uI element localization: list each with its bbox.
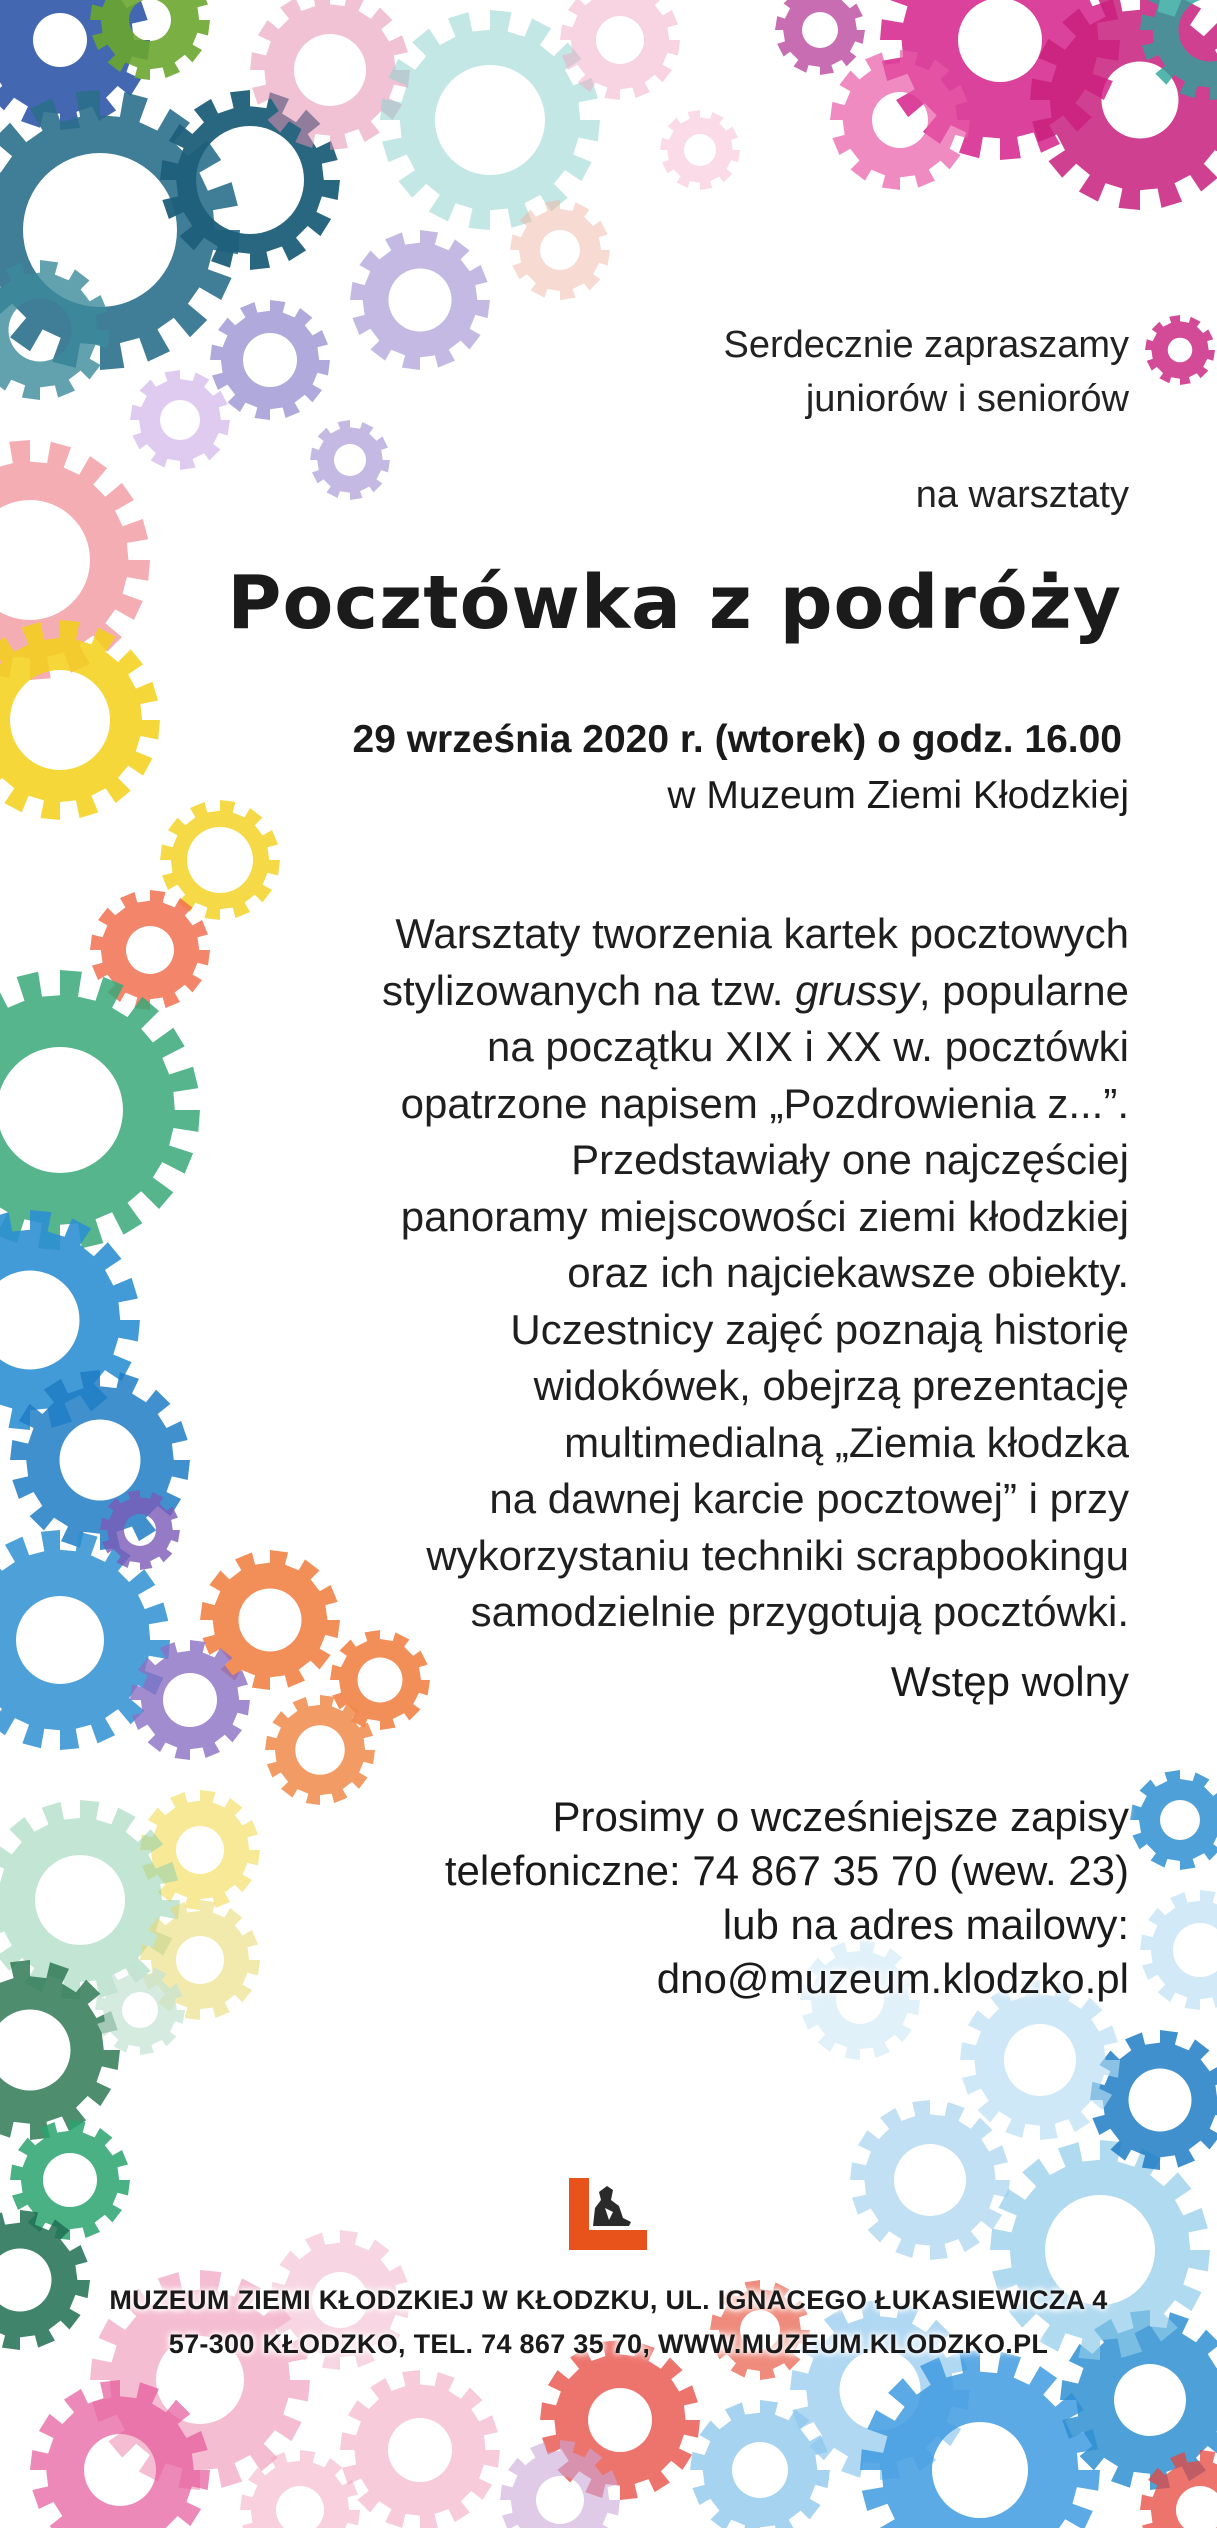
description-line: multimedialną „Ziemia kłodzka [564, 1418, 1129, 1466]
contact-line: lub na adres mailowy: [722, 1901, 1129, 1948]
event-date: 29 września 2020 r. (wtorek) o godz. 16.00 [352, 718, 1122, 761]
description-line: oraz ich najciekawsze obiekty. [567, 1249, 1129, 1296]
footer-contact: 57-300 KŁODZKO, TEL. 74 867 35 70, WWW.MUZEUM.KLODZKO.PL [168, 2329, 1049, 2359]
contact-line: Prosimy o wcześniejsze zapisy [552, 1793, 1129, 1840]
description-line: wykorzystaniu techniki scrapbookingu [426, 1531, 1129, 1579]
event-title: Pocztówka z podróży [227, 560, 1122, 646]
description-line: panoramy miejscowości ziemi kłodzkiej [400, 1192, 1129, 1240]
description-line: widokówek, obejrzą prezentację [533, 1362, 1129, 1409]
gear-icon [775, 0, 865, 75]
gear-icon [850, 2100, 1010, 2260]
description-line: na dawnej karcie pocztowej” i przy [489, 1475, 1129, 1522]
description-text: stylizowanych na tzw. [381, 966, 796, 1014]
gear-icon [130, 370, 230, 470]
gear-icon [350, 230, 490, 370]
gear-icon [1145, 315, 1215, 385]
invitation-line-1: Serdecznie zapraszamy [723, 324, 1129, 366]
gear-icon [310, 420, 390, 500]
event-description [382, 906, 1129, 1641]
gear-icon [0, 970, 200, 1250]
description-text: , popularne [918, 966, 1129, 1014]
description-line: samodzielnie przygotują pocztówki. [470, 1588, 1129, 1635]
contact-info [445, 1790, 1129, 2006]
description-line: Warsztaty tworzenia kartek pocztowych [395, 910, 1129, 957]
description-line: opatrzone napisem „Pozdrowienia z...”. [400, 1079, 1129, 1127]
contact-email: dno@muzeum.klodzko.pl [656, 1955, 1129, 2002]
gear-icon [660, 110, 740, 190]
gear-icon [860, 2350, 1100, 2528]
gear-icon [1140, 1890, 1217, 2010]
description-line: na początku XIX i XX w. pocztówki [487, 1023, 1129, 1070]
description-line: Uczestnicy zajęć poznają historię [510, 1305, 1129, 1353]
footer-address: MUZEUM ZIEMI KŁODZKIEJ W KŁODZKU, UL. IGNACEGO ŁUKASIEWICZA 4 [109, 2285, 1108, 2315]
invitation-text [723, 318, 1129, 426]
event-place: w Muzeum Ziemi Kłodzkiej [667, 774, 1129, 817]
gear-icon [1130, 1770, 1217, 1870]
gear-icon [340, 2370, 500, 2528]
gear-icon [380, 10, 600, 230]
admission-text: Wstęp wolny [890, 1658, 1129, 1705]
invitation-line-2: juniorów i seniorów [805, 378, 1129, 420]
invitation-line-3: na warsztaty [915, 474, 1129, 516]
description-line: Przedstawiały one najczęściej [571, 1136, 1129, 1183]
description-line [382, 963, 1129, 1020]
contact-phone: telefoniczne: 74 867 35 70 (wew. 23) [444, 1847, 1129, 1894]
description-emphasis: grussy [795, 966, 919, 1014]
gear-icon [210, 300, 330, 420]
gear-icon [0, 620, 160, 820]
museum-logo-icon [569, 2178, 647, 2250]
